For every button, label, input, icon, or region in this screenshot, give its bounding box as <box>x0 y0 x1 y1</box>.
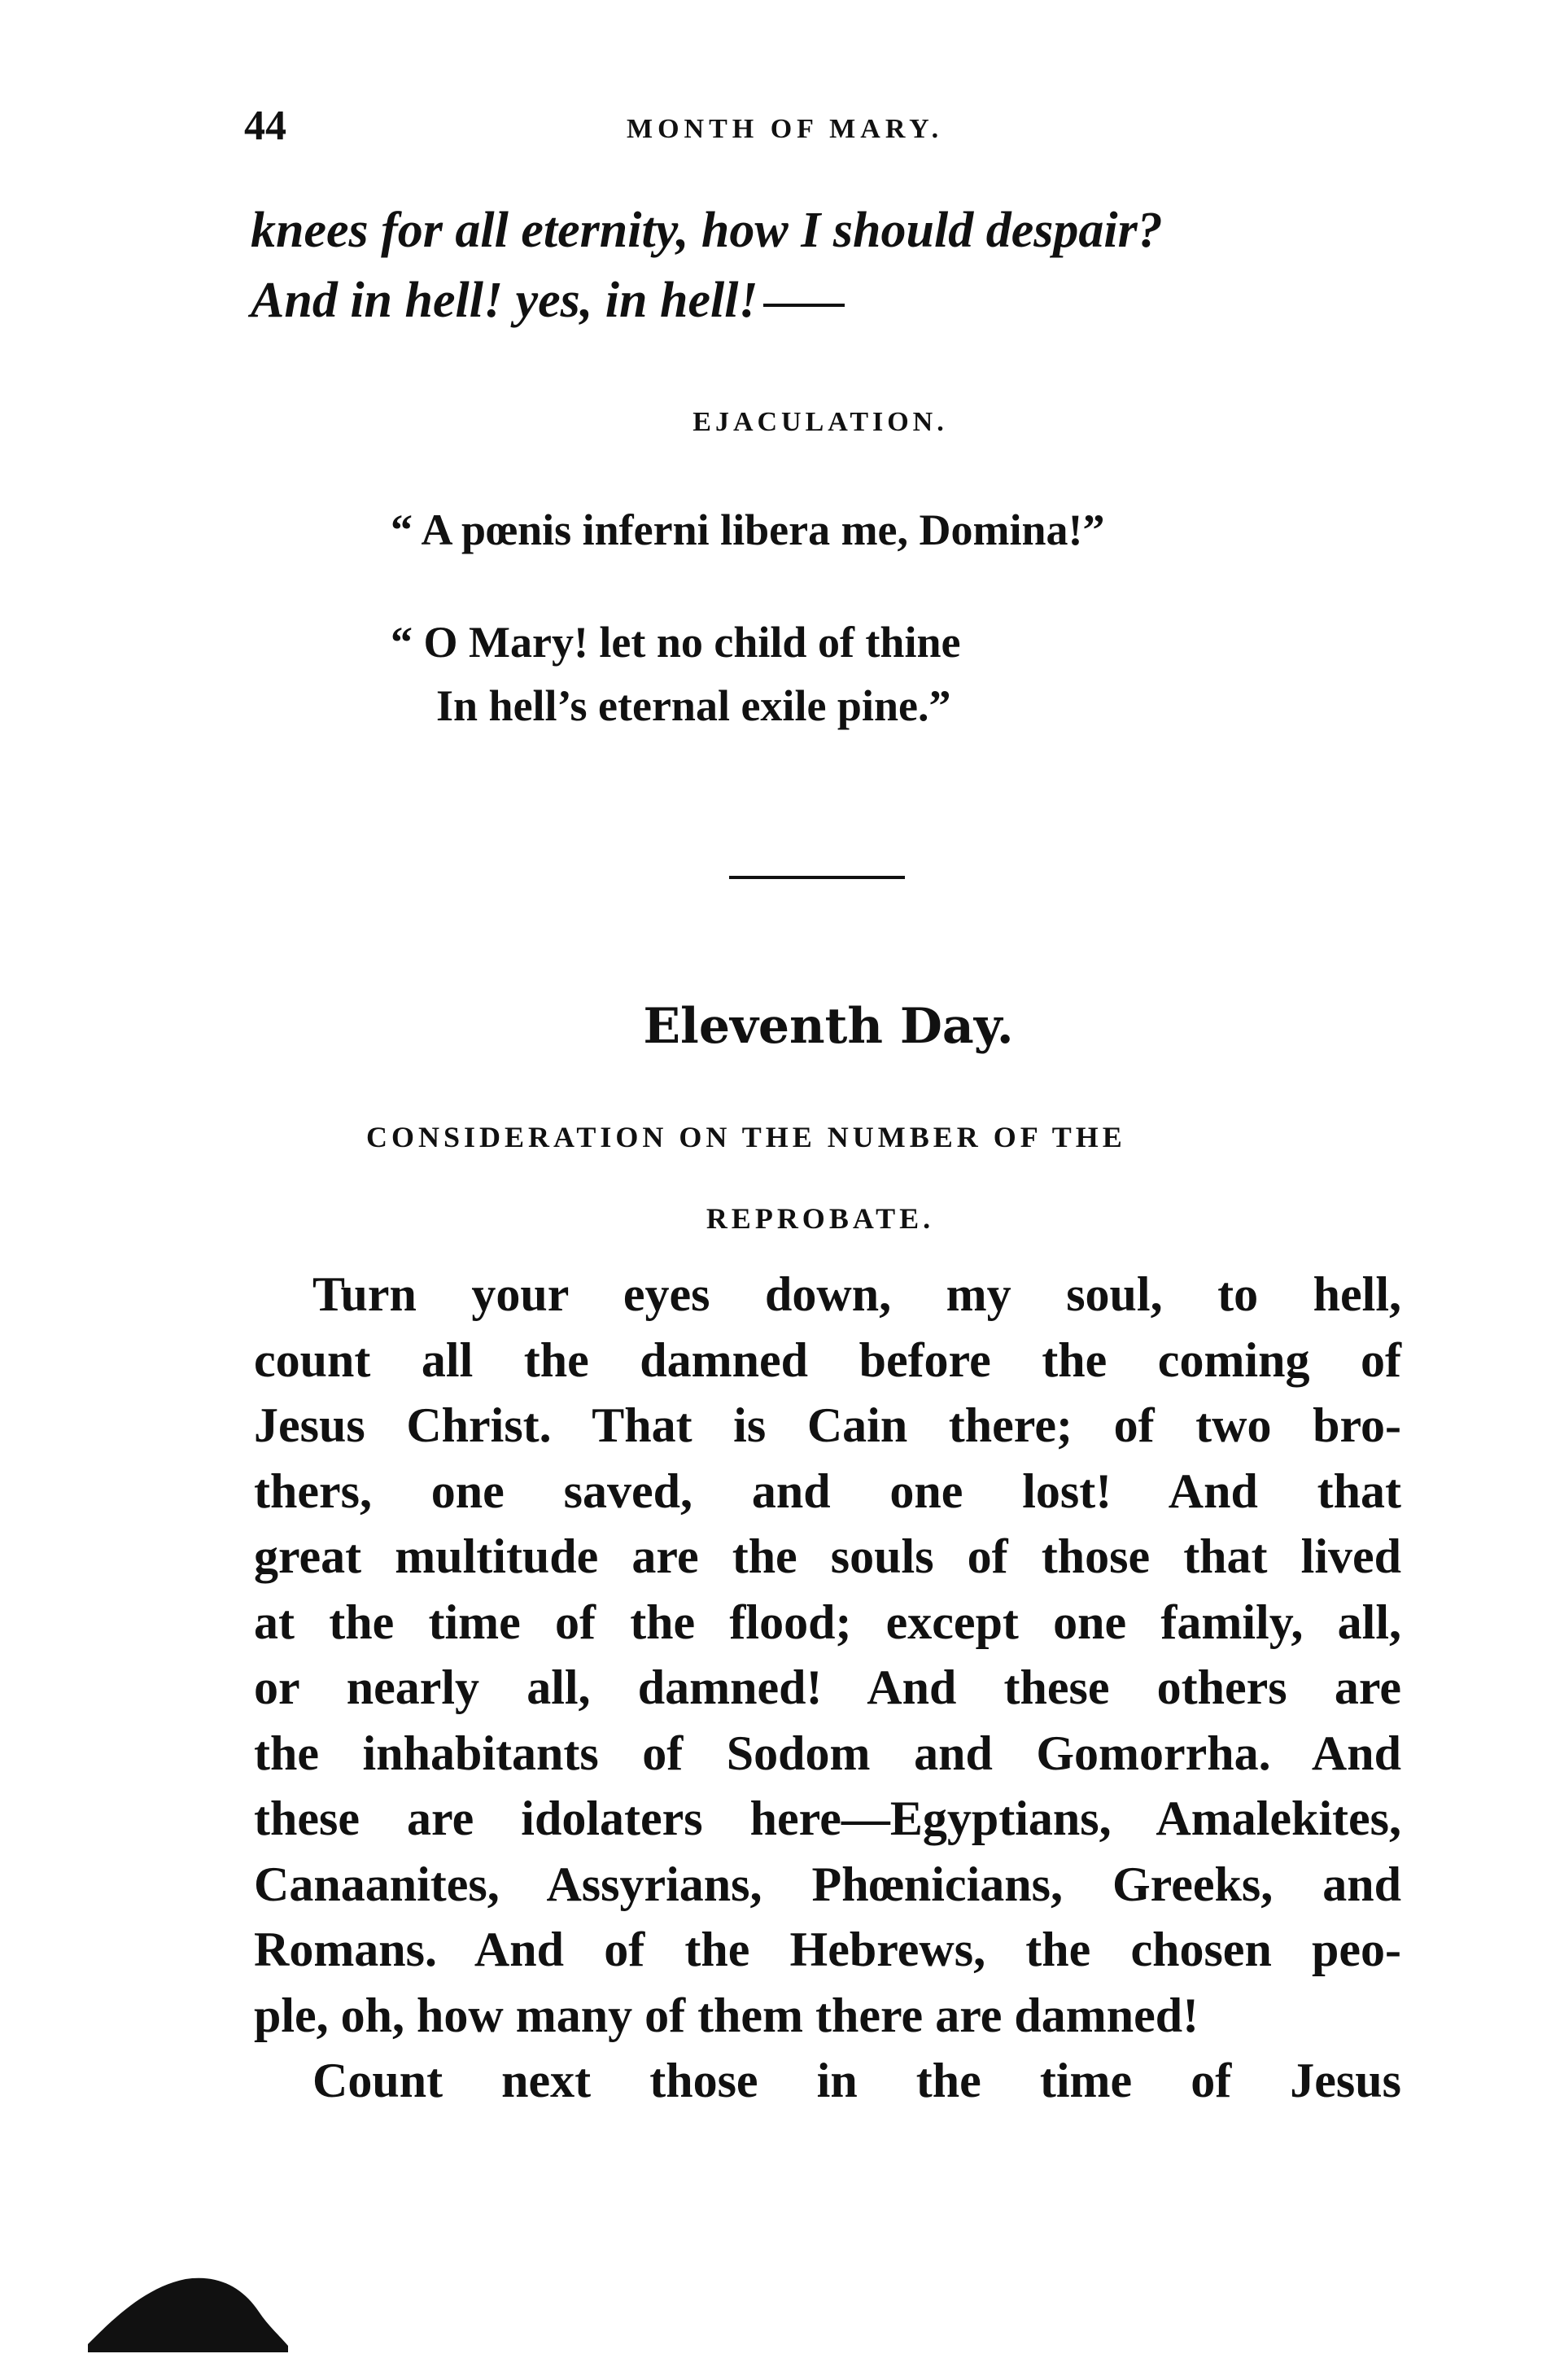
body-line: great multitude are the souls of those that lived <box>254 1529 1401 1583</box>
body-line: count all the damned before the coming of <box>254 1332 1401 1387</box>
verse-line-1: “ O Mary! let no child of thine <box>391 618 961 667</box>
consideration-title-line-1: CONSIDERATION ON THE NUMBER OF THE <box>366 1121 1126 1153</box>
italic-passage <box>251 195 1422 335</box>
body-line: these are idolaters here—Egyptians, Amalekites, <box>254 1792 1401 1845</box>
verse-line-2: In hell’s eternal exile pine.” <box>436 681 951 730</box>
italic-line-2-text: And in hell! yes, in hell! <box>251 273 758 328</box>
body-line: Turn your eyes down, my soul, to hell, <box>312 1267 1401 1321</box>
running-title: MONTH OF MARY. <box>627 114 944 144</box>
day-heading: Eleventh Day. <box>643 998 1014 1055</box>
body-line: Canaanites, Assyrians, Phœnicians, Greeks, and <box>254 1857 1401 1911</box>
body-line: or nearly all, damned! And these others are <box>254 1660 1401 1714</box>
body-line: Jesus Christ. That is Cain there; of two bro- <box>254 1398 1401 1452</box>
body-line: at the time of the flood; except one family, all, <box>254 1595 1401 1649</box>
ejaculation-heading: EJACULATION. <box>692 407 948 437</box>
italic-line-1: knees for all eternity, how I should despair? <box>251 203 1163 258</box>
body-line: Romans. And of the Hebrews, the chosen peo- <box>254 1923 1401 1976</box>
section-divider <box>729 876 905 879</box>
body-line: the inhabitants of Sodom and Gomorrha. And <box>254 1726 1401 1780</box>
body-paragraph <box>254 1262 1401 2114</box>
em-dash-rule <box>763 304 845 307</box>
ink-blot-mark <box>88 2255 288 2352</box>
body-line: thers, one saved, and one lost! And that <box>254 1463 1401 1518</box>
page-number: 44 <box>244 103 286 149</box>
body-line: Count next those in the time of Jesus <box>312 2054 1401 2107</box>
consideration-title-line-2: REPROBATE. <box>706 1202 935 1235</box>
latin-prayer: “ A pœnis inferni libera me, Domina!” <box>391 505 1105 554</box>
body-line: ple, oh, how many of them there are damned! <box>254 1988 1199 2042</box>
verse-couplet <box>391 610 960 737</box>
italic-line-2 <box>251 265 1422 335</box>
page-header <box>244 98 1400 155</box>
